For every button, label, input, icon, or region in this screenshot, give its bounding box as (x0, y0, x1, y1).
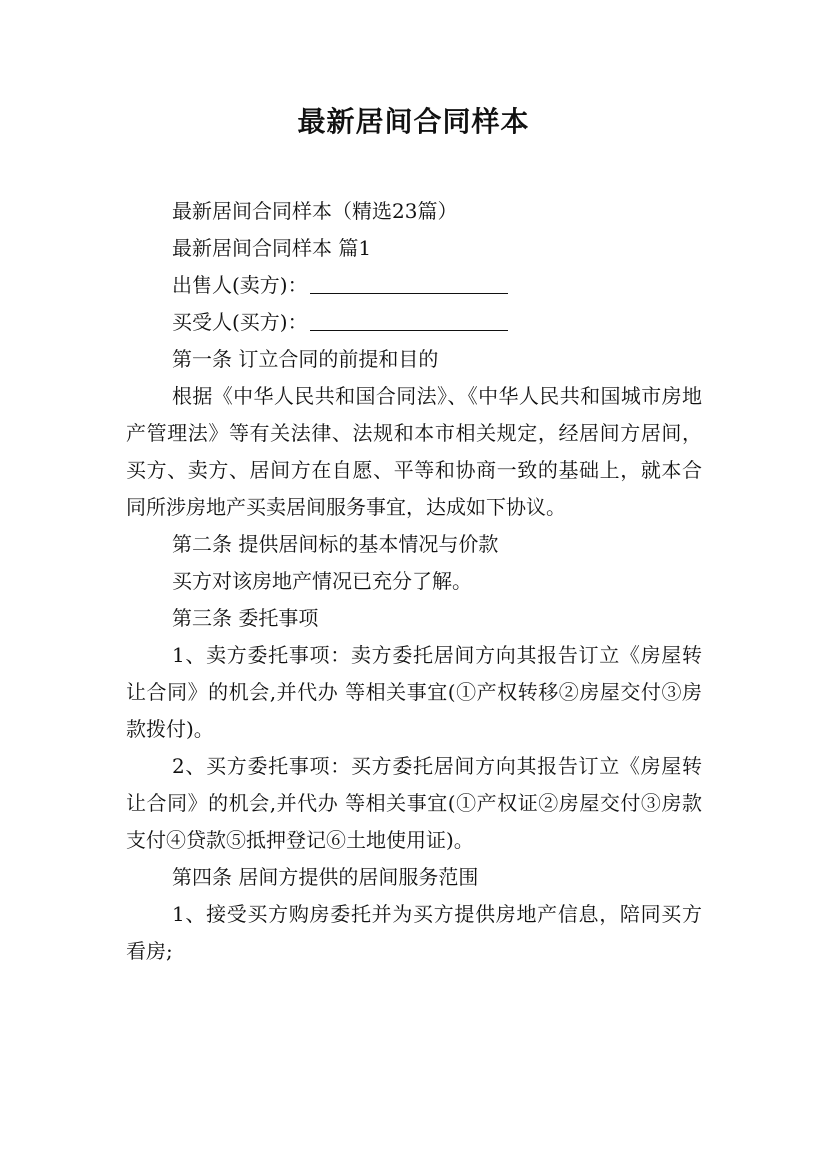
paragraph-subtitle: 最新居间合同样本（精选23篇） (172, 199, 458, 223)
buyer-label: 买受人(买方)： (172, 310, 308, 334)
seller-line (126, 267, 702, 304)
article-3-item-1: 1、卖方委托事项：卖方委托居间方向其报告订立《房屋转让合同》的机会,并代办 等相关事宜(①产权转移②房屋交付③房款拨付)。 (126, 643, 702, 741)
document-body (126, 193, 702, 970)
article-2-body: 买方对该房地产情况已充分了解。 (172, 569, 472, 593)
article-4-heading: 第四条 居间方提供的居间服务范围 (172, 865, 479, 889)
article-1-heading: 第一条 订立合同的前提和目的 (172, 347, 439, 371)
seller-blank-line (310, 271, 508, 294)
seller-label: 出售人(卖方)： (172, 273, 308, 297)
article-4-item-1: 1、接受买方购房委托并为买方提供房地产信息，陪同买方看房; (126, 902, 702, 963)
article-3-item-2: 2、买方委托事项：买方委托居间方向其报告订立《房屋转让合同》的机会,并代办 等相关事宜(①产权证②房屋交付③房款支付④贷款⑤抵押登记⑥土地使用证)。 (126, 754, 702, 852)
article-2-heading: 第二条 提供居间标的基本情况与价款 (172, 532, 499, 556)
paragraph-section-heading: 最新居间合同样本 篇1 (172, 236, 372, 260)
buyer-blank-line (310, 308, 508, 331)
document-title: 最新居间合同样本 (297, 105, 530, 138)
buyer-line (126, 304, 702, 341)
article-3-heading: 第三条 委托事项 (172, 606, 319, 630)
article-1-body: 根据《中华人民共和国合同法》、《中华人民共和国城市房地产管理法》等有关法律、法规和本市相关规定，经居间方居间，买方、卖方、居间方在自愿、平等和协商一致的基础上，就本合同所涉房地产买卖居间服务事宜，达成如下协议。 (126, 384, 702, 519)
